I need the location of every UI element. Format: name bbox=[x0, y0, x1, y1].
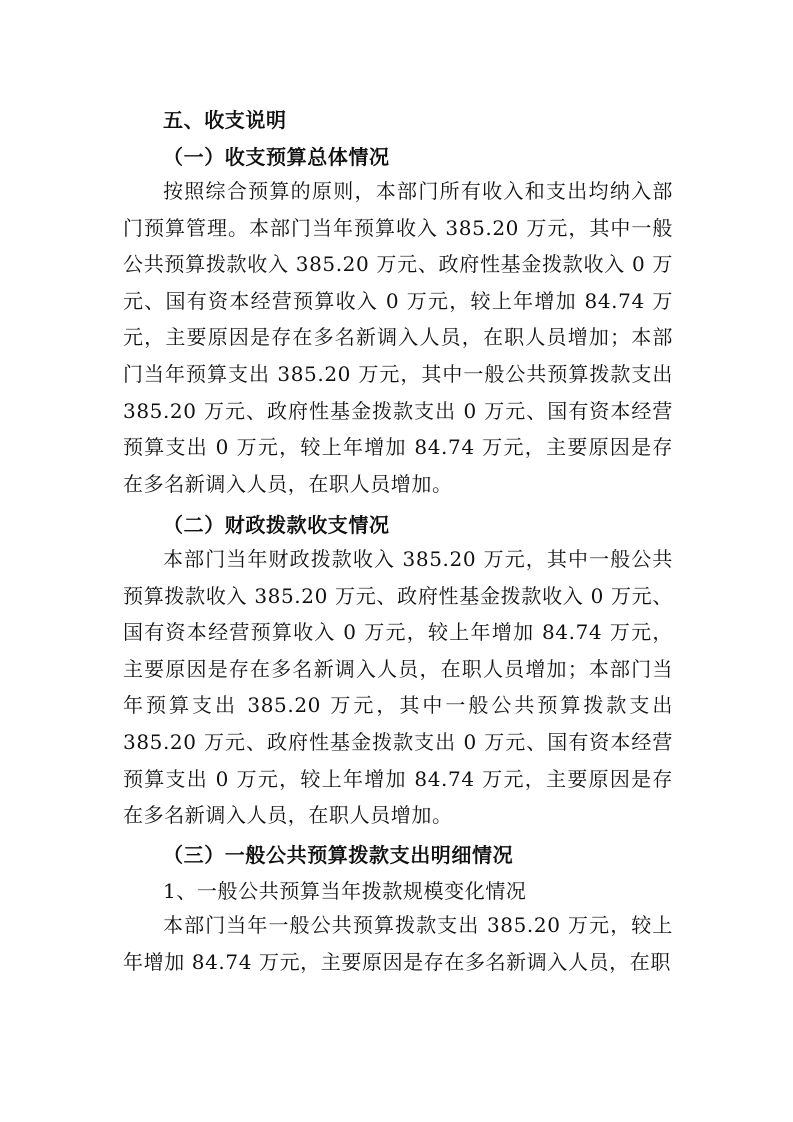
subsection-title-2: （二）财政拨款收支情况 bbox=[163, 513, 390, 537]
item-title-1: 1、一般公共预算当年拨款规模变化情况 bbox=[163, 879, 527, 903]
subsection-body-1: 按照综合预算的原则，本部门所有收入和支出均纳入部门预算管理。本部门当年预算收入 385.20 万元，其中一般公共预算拨款收入 385.20 万元、政府性基金拨款收入 0 万元、国有资本经营预算收入 0 万元，较上年增加 84.74 万元，主要原因是存在多名新调入人员，在职人员增加；本部门当年预算支出 385.20 万元，其中一般公共预算拨款支出 385.20 万元、政府性基金拨款支出 0 万元、国有资本经营预算支出 0 万元，较上年增加 84.74 万元，主要原因是存在多名新调入人员，在职人员增加。 bbox=[123, 179, 673, 496]
section-title: 五、收支说明 bbox=[163, 108, 287, 132]
subsection-body-2: 本部门当年财政拨款收入 385.20 万元，其中一般公共预算拨款收入 385.20 万元、政府性基金拨款收入 0 万元、国有资本经营预算收入 0 万元，较上年增加 84.74 万元，主要原因是存在多名新调入人员，在职人员增加；本部门当年预算支出 385.20 万元，其中一般公共预算拨款支出 385.20 万元、政府性基金拨款支出 0 万元、国有资本经营预算支出 0 万元，较上年增加 84.74 万元，主要原因是存在多名新调入人员，在职人员增加。 bbox=[123, 547, 673, 828]
subsection-title-1: （一）收支预算总体情况 bbox=[163, 145, 390, 169]
subsection-title-3: （三）一般公共预算拨款支出明细情况 bbox=[163, 843, 514, 867]
subsection-body-3: 本部门当年一般公共预算拨款支出 385.20 万元，较上年增加 84.74 万元，主要原因是存在多名新调入人员，在职 bbox=[123, 913, 673, 974]
